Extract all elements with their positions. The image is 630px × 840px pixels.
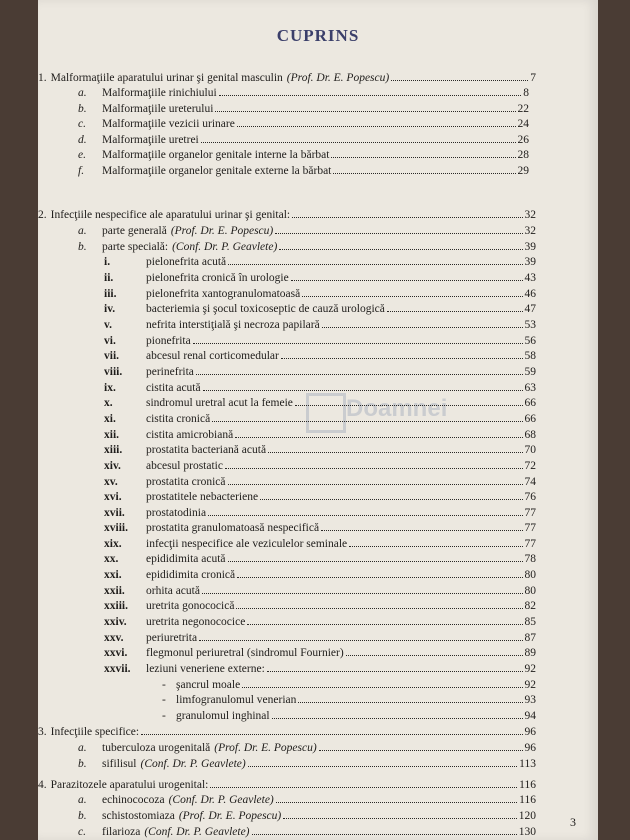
toc-leader-dots — [228, 264, 522, 265]
toc-entry-page: 32 — [524, 225, 536, 237]
toc-entry — [38, 775, 536, 791]
toc-entry-title: epididimita cronică — [146, 569, 236, 581]
toc-entry-page: 116 — [519, 779, 536, 791]
toc-entry-number: vii. — [104, 350, 120, 362]
toc-entry-author: (Conf. Dr. P. Geavlete) — [140, 758, 246, 770]
toc-leader-dots — [242, 687, 522, 688]
toc-entry-page: 63 — [524, 382, 536, 394]
toc-entry-page: 29 — [517, 165, 529, 177]
toc-entry-title: tuberculoza urogenitală — [102, 742, 211, 754]
toc-entry-page: 93 — [524, 694, 536, 706]
toc-entry — [104, 393, 536, 409]
toc-entry-author: (Prof. Dr. E. Popescu) — [178, 810, 282, 822]
toc-entry-number: a. — [78, 87, 87, 99]
toc-entry-number: c. — [78, 826, 86, 838]
toc-entry-number: xviii. — [104, 522, 128, 534]
toc-leader-dots — [279, 249, 522, 250]
toc-leader-dots — [319, 750, 523, 751]
toc-entry — [104, 581, 536, 597]
toc-entry — [104, 612, 536, 628]
toc-leader-dots — [260, 499, 522, 500]
toc-entry — [38, 722, 536, 738]
watermark-text: Doamnei — [346, 395, 448, 422]
toc-entry-number: ix. — [104, 382, 116, 394]
toc-entry — [104, 534, 536, 550]
toc-leader-dots — [237, 577, 522, 578]
toc-entry — [78, 790, 536, 806]
toc-leader-dots — [333, 173, 515, 174]
toc-entry — [162, 690, 536, 706]
toc-leader-dots — [387, 311, 523, 312]
toc-entry — [104, 331, 536, 347]
toc-entry-author: (Prof. Dr. E. Popescu) — [214, 742, 317, 754]
toc-entry — [78, 237, 536, 253]
toc-entry — [78, 754, 536, 770]
toc-entry-number: - — [162, 710, 166, 722]
toc-entry-title: Malformaţiile rinichiului — [102, 87, 217, 99]
toc-entry-number: 3. — [38, 726, 47, 738]
toc-entry — [78, 145, 529, 161]
toc-entry-title: parte generală — [102, 225, 167, 237]
toc-entry-page: 47 — [524, 303, 536, 315]
toc-entry-title: cistita cronică — [146, 413, 211, 425]
toc-entry-page: 53 — [524, 319, 536, 331]
toc-entry-page: 8 — [523, 87, 529, 99]
toc-entry — [78, 130, 529, 146]
toc-entry-page: 39 — [524, 241, 536, 253]
toc-leader-dots — [391, 80, 528, 81]
toc-entry-number: iii. — [104, 288, 117, 300]
toc-entry-page: 85 — [524, 616, 536, 628]
toc-entry — [104, 518, 536, 534]
toc-entry — [104, 378, 536, 394]
toc-entry-number: i. — [104, 256, 111, 268]
toc-entry-title: Malformaţiile organelor genitale interne la bărbat — [102, 149, 330, 161]
toc-entry-title: Malformaţiile ureterului — [102, 103, 214, 115]
toc-entry-number: xxiv. — [104, 616, 127, 628]
toc-leader-dots — [219, 95, 522, 96]
toc-leader-dots — [193, 343, 523, 344]
toc-entry-number: a. — [78, 794, 87, 806]
toc-entry — [78, 161, 529, 177]
toc-entry-number: xvii. — [104, 507, 125, 519]
toc-entry-page: 72 — [524, 460, 536, 472]
toc-entry-title: flegmonul periuretral (sindromul Fournier) — [146, 647, 344, 659]
page-title: CUPRINS — [276, 26, 360, 45]
toc-leader-dots — [228, 484, 523, 485]
toc-leader-dots — [212, 421, 522, 422]
toc-entry-number: v. — [104, 319, 112, 331]
toc-entry-page: 46 — [524, 288, 536, 300]
toc-entry-title: Malformaţiile uretrei — [102, 134, 199, 146]
toc-entry-title: infecţii nespecifice ale veziculelor seminale — [146, 538, 348, 550]
toc-entry-number: xii. — [104, 429, 120, 441]
toc-entry-number: xix. — [104, 538, 122, 550]
toc-entry-number: 4. — [38, 779, 47, 791]
toc-entry-number: f. — [78, 165, 85, 177]
toc-entry — [162, 675, 536, 691]
toc-entry-page: 130 — [518, 826, 536, 838]
toc-entry-number: xxvi. — [104, 647, 128, 659]
toc-entry-title: Malformaţiile organelor genitale externe la bărbat — [102, 165, 332, 177]
toc-leader-dots — [248, 766, 517, 767]
toc-entry-title: prostatitele nebacteriene — [146, 491, 259, 503]
toc-leader-dots — [225, 468, 523, 469]
toc-leader-dots — [199, 640, 522, 641]
toc-entry — [104, 409, 536, 425]
toc-leader-dots — [281, 358, 523, 359]
toc-leader-dots — [235, 437, 522, 438]
toc-entry — [104, 346, 536, 362]
toc-entry — [38, 68, 536, 84]
toc-leader-dots — [322, 327, 523, 328]
toc-entry — [104, 487, 536, 503]
toc-entry-page: 24 — [517, 118, 529, 130]
toc-entry — [104, 472, 536, 488]
toc-entry-title: nefrita interstiţială şi necroza papilară — [146, 319, 320, 331]
toc-leader-dots — [298, 702, 522, 703]
toc-leader-dots — [210, 787, 517, 788]
toc-entry-number: b. — [78, 810, 87, 822]
toc-entry-author: (Conf. Dr. P. Geavlete) — [168, 794, 274, 806]
toc-entry-page: 87 — [524, 632, 536, 644]
toc-entry — [104, 315, 536, 331]
toc-leader-dots — [276, 802, 517, 803]
toc-leader-dots — [267, 671, 523, 672]
toc-entry — [78, 738, 536, 754]
toc-entry-title: Malformaţiile vezicii urinare — [102, 118, 235, 130]
toc-entry-page: 96 — [524, 742, 536, 754]
toc-entry-page: 113 — [519, 758, 536, 770]
toc-entry-number: a. — [78, 225, 87, 237]
toc-entry-page: 26 — [517, 134, 529, 146]
toc-entry-page: 76 — [524, 491, 536, 503]
toc-entry — [104, 284, 536, 300]
toc-entry — [104, 596, 536, 612]
toc-entry-page: 74 — [524, 476, 536, 488]
toc-entry-author: (Prof. Dr. E. Popescu) — [170, 225, 274, 237]
toc-entry-page: 77 — [524, 538, 536, 550]
toc-entry-page: 7 — [530, 72, 536, 84]
toc-entry-title: Infecţiile nespecifice ale aparatului urinar şi genital: — [50, 209, 291, 221]
toc-entry — [78, 99, 529, 115]
toc-leader-dots — [346, 655, 523, 656]
toc-entry-page: 80 — [524, 569, 536, 581]
toc-entry-page: 59 — [524, 366, 536, 378]
toc-entry-page: 22 — [517, 103, 529, 115]
toc-entry-title: granulomul inghinal — [176, 710, 270, 722]
toc-entry — [104, 643, 536, 659]
toc-entry-number: b. — [78, 758, 87, 770]
toc-entry-number: xxii. — [104, 585, 125, 597]
toc-entry — [78, 114, 529, 130]
toc-entry — [104, 628, 536, 644]
toc-entry — [104, 456, 536, 472]
toc-entry-title: prostatita granulomatoasă nespecifică — [146, 522, 320, 534]
toc-entry-title: echinococoza — [102, 794, 165, 806]
toc-entry-number: d. — [78, 134, 87, 146]
toc-entry — [104, 440, 536, 456]
toc-entry-page: 32 — [524, 209, 536, 221]
toc-entry-page: 96 — [524, 726, 536, 738]
toc-entry-number: xxi. — [104, 569, 122, 581]
toc-leader-dots — [208, 515, 522, 516]
toc-entry — [104, 252, 536, 268]
toc-entry-number: ii. — [104, 272, 114, 284]
toc-leader-dots — [291, 280, 523, 281]
toc-entry — [38, 205, 536, 221]
toc-entry-title: limfogranulomul venerian — [176, 694, 297, 706]
toc-entry — [78, 806, 536, 822]
toc-entry-title: cistita acută — [146, 382, 201, 394]
toc-entry-page: 70 — [524, 444, 536, 456]
toc-leader-dots — [203, 390, 523, 391]
toc-entry — [104, 299, 536, 315]
toc-entry-page: 94 — [524, 710, 536, 722]
toc-entry-number: b. — [78, 241, 87, 253]
toc-entry-number: xvi. — [104, 491, 122, 503]
toc-entry-title: prostatita bacteriană acută — [146, 444, 267, 456]
toc-entry — [104, 503, 536, 519]
toc-entry-title: pielonefrita acută — [146, 256, 227, 268]
toc-entry-number: xxvii. — [104, 663, 131, 675]
toc-entry-page: 58 — [524, 350, 536, 362]
toc-leader-dots — [292, 217, 522, 218]
toc-entry-page: 39 — [524, 256, 536, 268]
toc-entry — [104, 659, 536, 675]
toc-entry-number: xx. — [104, 553, 119, 565]
toc-entry-page: 116 — [519, 794, 536, 806]
toc-entry-page: 92 — [524, 679, 536, 691]
toc-entry-page: 56 — [524, 335, 536, 347]
toc-entry-number: e. — [78, 149, 86, 161]
toc-entry-author: (Conf. Dr. P. Geavlete) — [144, 826, 250, 838]
toc-entry-title: bacteriemia şi şocul toxicoseptic de cauză urologică — [146, 303, 385, 315]
toc-entry-page: 80 — [524, 585, 536, 597]
toc-entry-title: pielonefrita cronică în urologie — [146, 272, 289, 284]
toc-entry-title: sindromul uretral acut la femeie — [146, 397, 293, 409]
toc-entry-title: pionefrita — [146, 335, 191, 347]
book-page — [38, 0, 598, 840]
toc-entry-number: xxiii. — [104, 600, 128, 612]
toc-entry-page: 68 — [524, 429, 536, 441]
toc-entry — [162, 706, 536, 722]
toc-entry-page: 120 — [518, 810, 536, 822]
toc-entry-number: viii. — [104, 366, 123, 378]
toc-leader-dots — [237, 126, 516, 127]
toc-entry-title: prostatodinia — [146, 507, 207, 519]
toc-entry-page: 89 — [524, 647, 536, 659]
toc-entry-title: filarioza — [102, 826, 141, 838]
toc-entry-title: Infecţiile specifice: — [50, 726, 140, 738]
toc-entry-title: leziuni veneriene externe: — [146, 663, 265, 675]
toc-entry-page: 43 — [524, 272, 536, 284]
toc-leader-dots — [349, 546, 522, 547]
toc-leader-dots — [196, 374, 523, 375]
toc-entry-title: uretrita negonococice — [146, 616, 246, 628]
toc-leader-dots — [141, 734, 522, 735]
toc-leader-dots — [283, 818, 517, 819]
toc-entry — [78, 221, 536, 237]
toc-leader-dots — [331, 157, 515, 158]
toc-leader-dots — [268, 452, 522, 453]
toc-entry-title: perinefrita — [146, 366, 194, 378]
toc-entry-number: iv. — [104, 303, 116, 315]
toc-leader-dots — [272, 718, 523, 719]
toc-entry-page: 66 — [524, 413, 536, 425]
toc-entry-title: prostatita cronică — [146, 476, 226, 488]
toc-entry-number: xiv. — [104, 460, 121, 472]
toc-entry-page: 28 — [517, 149, 529, 161]
toc-entry-number: - — [162, 679, 166, 691]
toc-leader-dots — [215, 111, 515, 112]
toc-entry-number: b. — [78, 103, 87, 115]
toc-entry-title: epididimita acută — [146, 553, 226, 565]
toc-entry-page: 92 — [524, 663, 536, 675]
toc-entry-number: xi. — [104, 413, 116, 425]
toc-leader-dots — [295, 405, 523, 406]
toc-entry-number: a. — [78, 742, 87, 754]
toc-entry-title: abcesul prostatic — [146, 460, 223, 472]
toc-entry-number: 2. — [38, 209, 47, 221]
toc-entry — [78, 822, 536, 838]
toc-entry — [104, 565, 536, 581]
toc-entry-title: abcesul renal corticomedular — [146, 350, 279, 362]
toc-entry-page: 77 — [524, 507, 536, 519]
toc-entry-number: xiii. — [104, 444, 123, 456]
toc-entry-number: vi. — [104, 335, 116, 347]
toc-entry-number: c. — [78, 118, 86, 130]
toc-entry-page: 77 — [524, 522, 536, 534]
toc-entry — [104, 549, 536, 565]
toc-leader-dots — [275, 233, 522, 234]
toc-entry — [104, 425, 536, 441]
toc-entry-title: şancrul moale — [176, 679, 241, 691]
toc-entry-page: 78 — [524, 553, 536, 565]
toc-entry-author: (Conf. Dr. P. Geavlete) — [172, 241, 278, 253]
toc-leader-dots — [202, 593, 523, 594]
toc-entry-title: schistostomiaza — [102, 810, 175, 822]
toc-entry — [78, 83, 529, 99]
toc-entry-number: xv. — [104, 476, 118, 488]
toc-entry-author: (Prof. Dr. E. Popescu) — [286, 72, 390, 84]
toc-entry-title: orhita acută — [146, 585, 200, 597]
toc-entry-number: 1. — [38, 72, 47, 84]
toc-leader-dots — [321, 530, 522, 531]
toc-entry-title: cistita amicrobiană — [146, 429, 234, 441]
toc-leader-dots — [247, 624, 522, 625]
toc-entry-page: 82 — [524, 600, 536, 612]
toc-entry-number: xxv. — [104, 632, 124, 644]
toc-entry-title: parte specială: — [102, 241, 169, 253]
toc-leader-dots — [302, 296, 522, 297]
toc-leader-dots — [236, 608, 522, 609]
toc-entry-title: uretrita gonococică — [146, 600, 235, 612]
toc-entry-number: x. — [104, 397, 113, 409]
toc-leader-dots — [252, 834, 517, 835]
toc-entry — [104, 268, 536, 284]
toc-entry-title: Parazitozele aparatului urogenital: — [50, 779, 209, 791]
toc-leader-dots — [201, 142, 516, 143]
toc-entry-page: 66 — [524, 397, 536, 409]
toc-entry-title: periuretrita — [146, 632, 198, 644]
toc-leader-dots — [228, 561, 523, 562]
toc-entry-title: sifilisul — [102, 758, 137, 770]
page-number: 3 — [570, 815, 576, 829]
toc-entry-title: Malformaţiile aparatului urinar şi genital masculin — [50, 72, 283, 84]
toc-entry-title: pielonefrita xantogranulomatoasă — [146, 288, 301, 300]
toc-entry — [104, 362, 536, 378]
toc-entry-number: - — [162, 694, 166, 706]
